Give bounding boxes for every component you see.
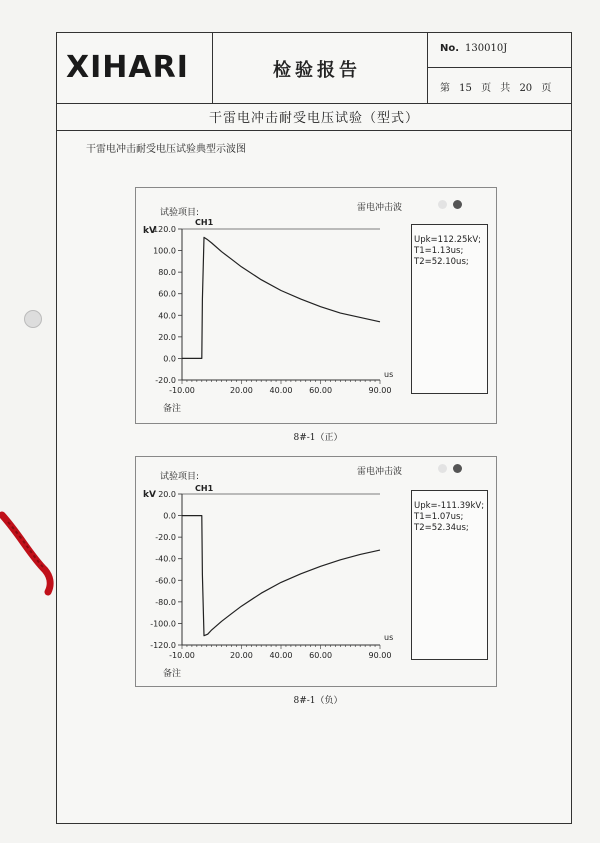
report-number xyxy=(440,43,507,54)
measurement-readout xyxy=(411,224,488,394)
y-tick-label: -20.0 xyxy=(155,533,176,543)
readout-line: T1=1.13us; xyxy=(414,246,464,256)
report-title: 检验报告 xyxy=(273,60,361,81)
x-tick-label: 90.00 xyxy=(368,651,392,660)
status-indicator-on xyxy=(453,464,462,473)
y-tick-label: -40.0 xyxy=(155,554,176,564)
sub-title: 干雷电冲击耐受电压试验典型示波图 xyxy=(86,144,246,155)
header-row-divider xyxy=(427,67,572,68)
x-tick-label: -10.00 xyxy=(169,386,195,395)
readout-line: T2=52.10us; xyxy=(414,257,469,267)
section-title: 干雷电冲击耐受电压试验（型式） xyxy=(208,111,419,126)
figure-caption-positive: 8#-1（正） xyxy=(293,433,343,443)
x-unit-label: us xyxy=(384,633,394,642)
readout-line: Upk=112.25kV; xyxy=(414,235,482,245)
x-tick-label: 20.00 xyxy=(229,651,253,660)
y-unit-label: kV xyxy=(143,490,156,500)
readout-line: Upk=-111.39kV; xyxy=(414,501,485,511)
page-info: 第 15 页 共 20 页 xyxy=(440,83,552,94)
waveform-line xyxy=(182,237,380,358)
section-divider xyxy=(56,130,572,131)
y-tick-label: 0.0 xyxy=(163,511,176,521)
waveform-chart-negative xyxy=(135,480,410,665)
x-tick-label: 90.00 xyxy=(368,386,392,395)
header-divider xyxy=(56,103,572,104)
y-tick-label: 0.0 xyxy=(163,354,176,364)
wave-type-label: 雷电冲击波 xyxy=(357,203,403,213)
channel-label: CH1 xyxy=(195,218,214,227)
x-tick-label: -10.00 xyxy=(169,651,195,660)
status-indicator-off xyxy=(438,464,447,473)
waveform-chart-positive xyxy=(135,215,410,400)
company-logo: XIHARI xyxy=(66,50,189,85)
y-tick-label: -60.0 xyxy=(155,576,176,586)
test-item-label: 试验项目: xyxy=(160,208,200,218)
y-tick-label: 40.0 xyxy=(158,311,176,321)
y-tick-label: -80.0 xyxy=(155,597,176,607)
measurement-readout xyxy=(411,490,488,660)
y-tick-label: 80.0 xyxy=(158,268,176,278)
x-tick-label: 60.00 xyxy=(309,386,333,395)
binding-hole xyxy=(24,310,42,328)
report-number-value: 130010J xyxy=(465,43,508,54)
test-item-label: 试验项目: xyxy=(160,472,200,482)
readout-line: T1=1.07us; xyxy=(414,512,464,522)
remark-label: 备注 xyxy=(163,669,182,679)
x-tick-label: 60.00 xyxy=(309,651,333,660)
y-tick-label: 100.0 xyxy=(153,246,176,256)
x-tick-label: 40.00 xyxy=(269,386,293,395)
y-tick-label: 20.0 xyxy=(158,490,176,499)
y-tick-label: 120.0 xyxy=(153,225,176,234)
waveform-line xyxy=(182,516,380,636)
x-tick-label: 40.00 xyxy=(269,651,293,660)
y-tick-label: -100.0 xyxy=(150,619,176,629)
x-unit-label: us xyxy=(384,370,394,379)
readout-line: T2=52.34us; xyxy=(414,523,469,533)
report-number-label: No. xyxy=(440,43,460,54)
channel-label: CH1 xyxy=(195,484,214,493)
figure-caption-negative: 8#-1（负） xyxy=(293,696,343,706)
y-tick-label: -120.0 xyxy=(150,641,176,650)
y-tick-label: 20.0 xyxy=(158,332,176,342)
y-tick-label: 60.0 xyxy=(158,289,176,299)
y-tick-label: -20.0 xyxy=(155,376,176,385)
x-tick-label: 20.00 xyxy=(229,386,253,395)
binding-string xyxy=(0,510,60,600)
wave-type-label: 雷电冲击波 xyxy=(357,467,403,477)
y-unit-label: kV xyxy=(143,226,156,236)
remark-label: 备注 xyxy=(163,404,182,414)
status-indicator-on xyxy=(453,200,462,209)
status-indicator-off xyxy=(438,200,447,209)
